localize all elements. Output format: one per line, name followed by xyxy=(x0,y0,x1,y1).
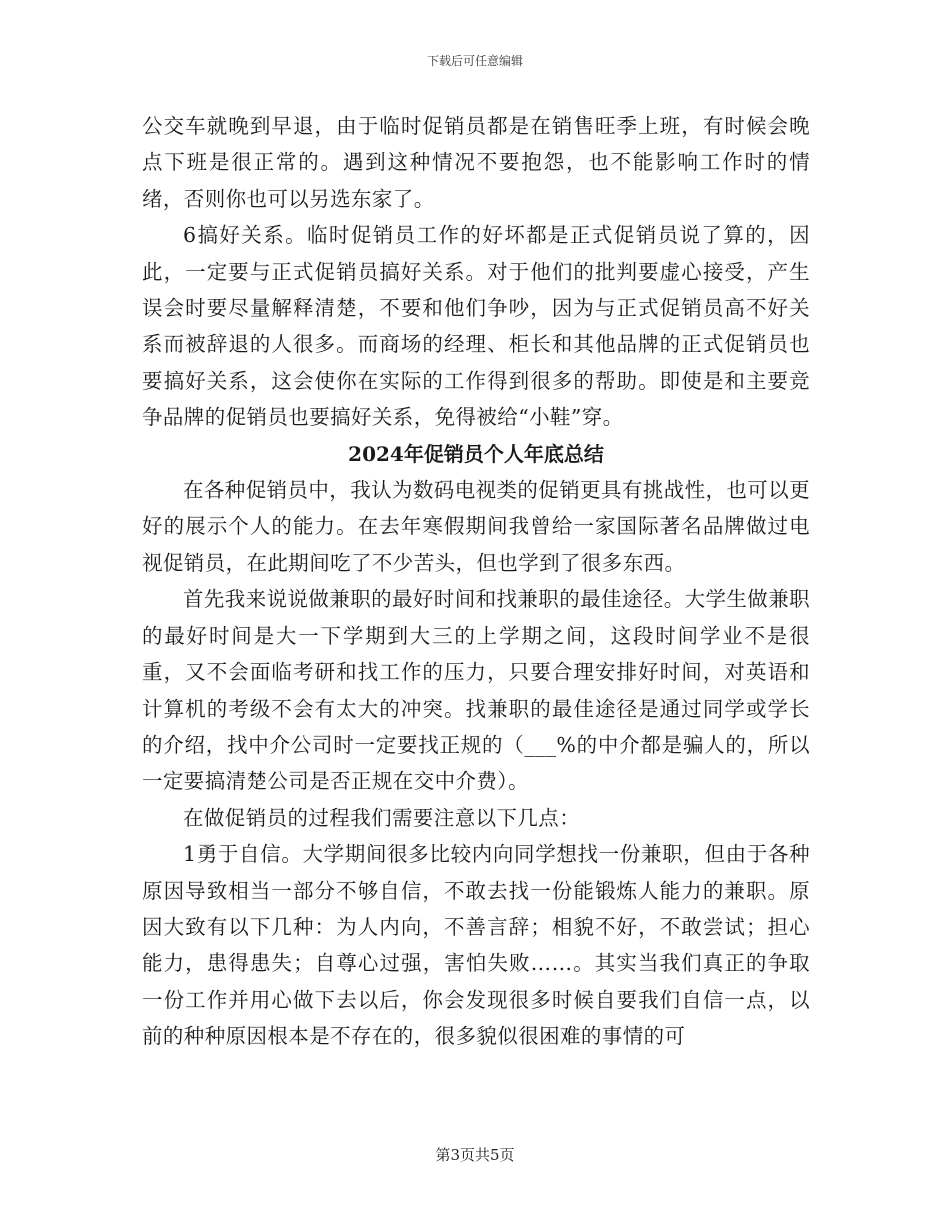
paragraph-confidence: 1勇于自信。大学期间很多比较内向同学想找一份兼职，但由于各种原因导致相当一部分不够自信，不敢去找一份能锻炼人能力的兼职。原因大致有以下几种：为人内向，不善言辞；相貌不好，不敢尝试；担心能力，患得患失；自尊心过强，害怕失败……。其实当我们真正的争取一份工作并用心做下去以后，你会发现很多时候自要我们自信一点，以前的种种原因根本是不存在的，很多貌似很困难的事情的可 xyxy=(142,842,810,1049)
paragraph-relationships: 6搞好关系。临时促销员工作的好坏都是正式促销员说了算的，因此，一定要与正式促销员搞好关系。对于他们的批判要虚心接受，产生误会时要尽量解释清楚，不要和他们争吵，因为与正式促销员高不好关系而被辞退的人很多。而商场的经理、柜长和其他品牌的正式促销员也要搞好关系，这会使你在实际的工作得到很多的帮助。即使是和主要竞争品牌的促销员也要搞好关系，免得被给“小鞋”穿。 xyxy=(142,223,810,430)
page-number: 第3页共5页 xyxy=(435,1146,515,1164)
paragraph-intro: 在各种促销员中，我认为数码电视类的促销更具有挑战性，也可以更好的展示个人的能力。在去年寒假期间我曾给一家国际著名品牌做过电视促销员，在此期间吃了不少苦头，但也学到了很多东西。 xyxy=(142,478,810,575)
paragraph-timing: 首先我来说说做兼职的最好时间和找兼职的最佳途径。大学生做兼职的最好时间是大一下学期到大三的上学期之间，这段时间学业不是很重，又不会面临考研和找工作的压力，只要合理安排好时间，对英语和计算机的考级不会有太大的冲突。找兼职的最佳途径是通过同学或学长的介绍，找中介公司时一定要找正规的（___%的中介都是骗人的，所以一定要搞清楚公司是否正规在交中介费）。 xyxy=(142,587,810,794)
paragraph-points-lead: 在做促销员的过程我们需要注意以下几点： xyxy=(183,805,581,830)
section-title: 2024年促销员个人年底总结 xyxy=(348,441,604,466)
document-body xyxy=(142,108,810,1055)
page-header: 下载后可任意编辑 xyxy=(426,54,523,68)
paragraph-late-arrival: 公交车就晚到早退，由于临时促销员都是在销售旺季上班，有时候会晚点下班是很正常的。遇到这种情况不要抱怨，也不能影响工作时的情绪，否则你也可以另选东家了。 xyxy=(142,114,810,211)
